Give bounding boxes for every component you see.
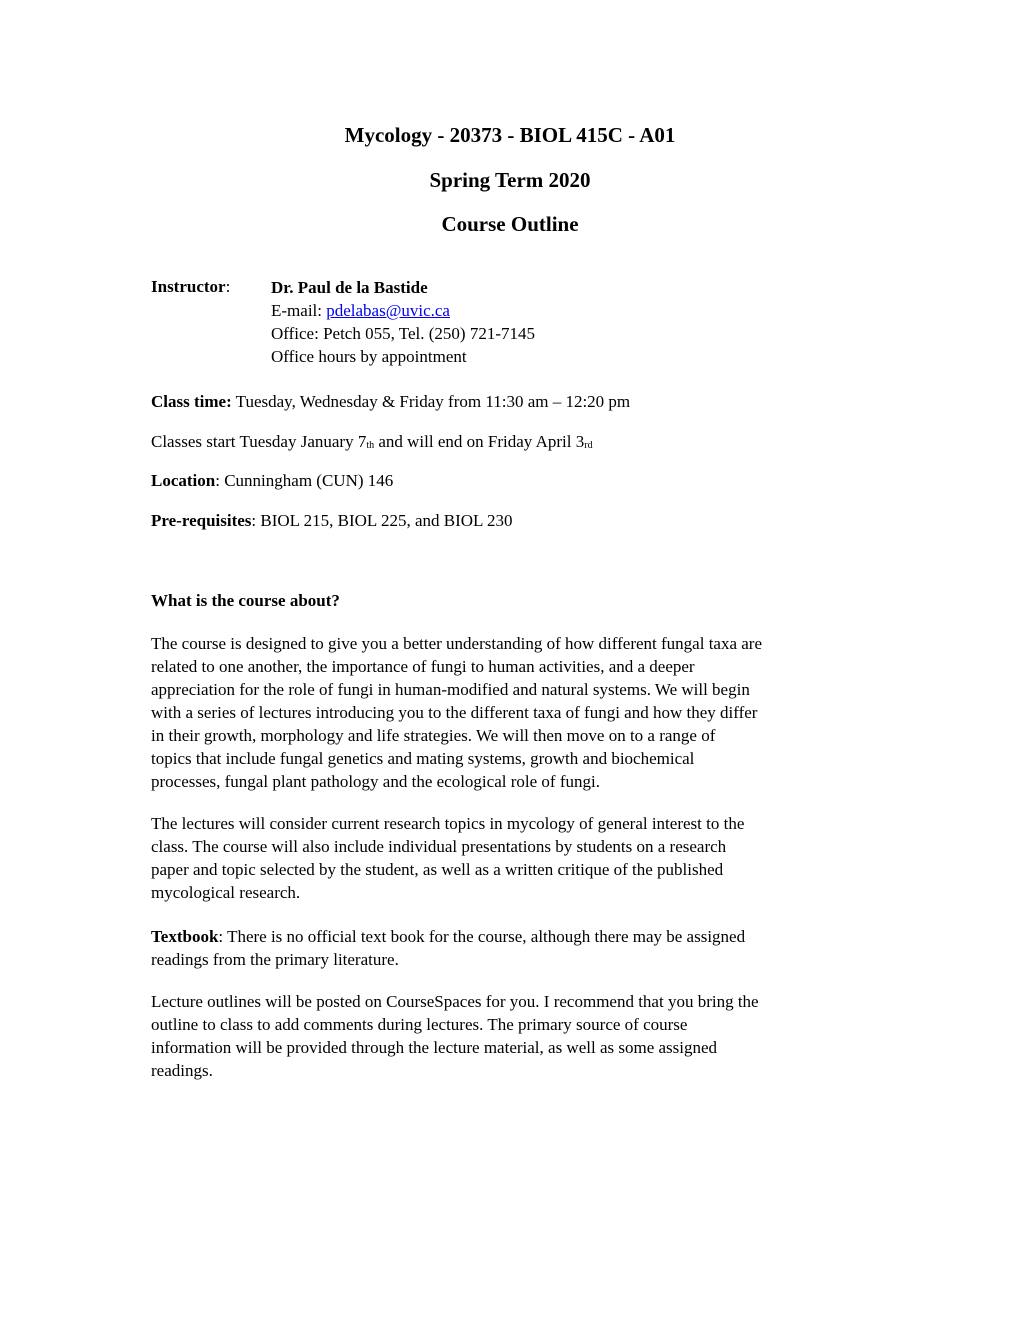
textbook-text: : There is no official text book for the course, although there may be assigned (218, 927, 746, 946)
paragraph-line: class. The course will also include individual presentations by students on a research (151, 837, 727, 856)
outlines-paragraph (151, 990, 881, 1082)
course-title: Mycology - 20373 - BIOL 415C - A01 (344, 123, 676, 147)
paragraph-line: appreciation for the role of fungi in human-modified and natural systems. We will begin (151, 680, 750, 699)
paragraph-line (151, 925, 881, 948)
about-heading: What is the course about? (151, 591, 340, 610)
class-time-label: Class time: (151, 392, 232, 411)
paragraph-line: information will be provided through the lecture material, as well as some assigned (151, 1038, 718, 1057)
class-start-text: Classes start Tuesday January 7 (151, 432, 367, 451)
instructor-office: Office: Petch 055, Tel. (250) 721-7145 (271, 324, 535, 343)
email-link[interactable]: pdelabas@uvic.ca (326, 301, 450, 320)
location-line (151, 470, 393, 492)
paragraph-line: in their growth, morphology and life strategies. We will then move on to a range of (151, 726, 716, 745)
instructor-label: Instructor: (151, 277, 231, 296)
term-title: Spring Term 2020 (429, 168, 591, 192)
instructor-email-line (271, 299, 535, 322)
prereq-line (151, 510, 513, 532)
paragraph-line: mycological research. (151, 883, 301, 902)
paragraph-line: topics that include fungal genetics and mating systems, growth and biochemical (151, 749, 695, 768)
paragraph-line: outline to class to add comments during lectures. The primary source of course (151, 1015, 688, 1034)
start-suffix: th (366, 440, 375, 451)
paragraph-line: paper and topic selected by the student, as well as a written critique of the published (151, 860, 724, 879)
paragraph-line: readings from the primary literature. (151, 950, 399, 969)
class-dates-line (151, 431, 593, 457)
email-label: E-mail: (271, 301, 327, 320)
about-paragraph-1 (151, 632, 881, 793)
paragraph-line: The lectures will consider current research topics in mycology of general interest to the (151, 814, 745, 833)
instructor-block (271, 276, 535, 368)
location-value: : Cunningham (CUN) 146 (215, 471, 394, 490)
paragraph-line: related to one another, the importance of fungi to human activities, and a deeper (151, 657, 695, 676)
textbook-paragraph (151, 925, 881, 971)
prereq-label: Pre-requisites (151, 511, 252, 530)
prereq-value: : BIOL 215, BIOL 225, and BIOL 230 (251, 511, 513, 530)
outline-title: Course Outline (441, 212, 579, 236)
class-time-line (151, 391, 630, 413)
paragraph-line: processes, fungal plant pathology and the ecological role of fungi. (151, 772, 600, 791)
instructor-name: Dr. Paul de la Bastide (271, 278, 428, 297)
paragraph-line: Lecture outlines will be posted on CourseSpaces for you. I recommend that you bring the (151, 992, 759, 1011)
class-time-value: Tuesday, Wednesday & Friday from 11:30 am – 12:20 pm (231, 392, 631, 411)
textbook-label: Textbook (151, 927, 219, 946)
paragraph-line: readings. (151, 1061, 213, 1080)
about-paragraph-2 (151, 812, 881, 904)
end-suffix: rd (584, 440, 593, 451)
paragraph-line: with a series of lectures introducing you to the different taxa of fungi and how they differ (151, 703, 758, 722)
paragraph-line: The course is designed to give you a better understanding of how different fungal taxa are (151, 634, 763, 653)
instructor-label-text: Instructor (151, 277, 226, 296)
location-label: Location (151, 471, 216, 490)
instructor-hours: Office hours by appointment (271, 347, 467, 366)
class-end-text: and will end on Friday April 3 (374, 432, 585, 451)
